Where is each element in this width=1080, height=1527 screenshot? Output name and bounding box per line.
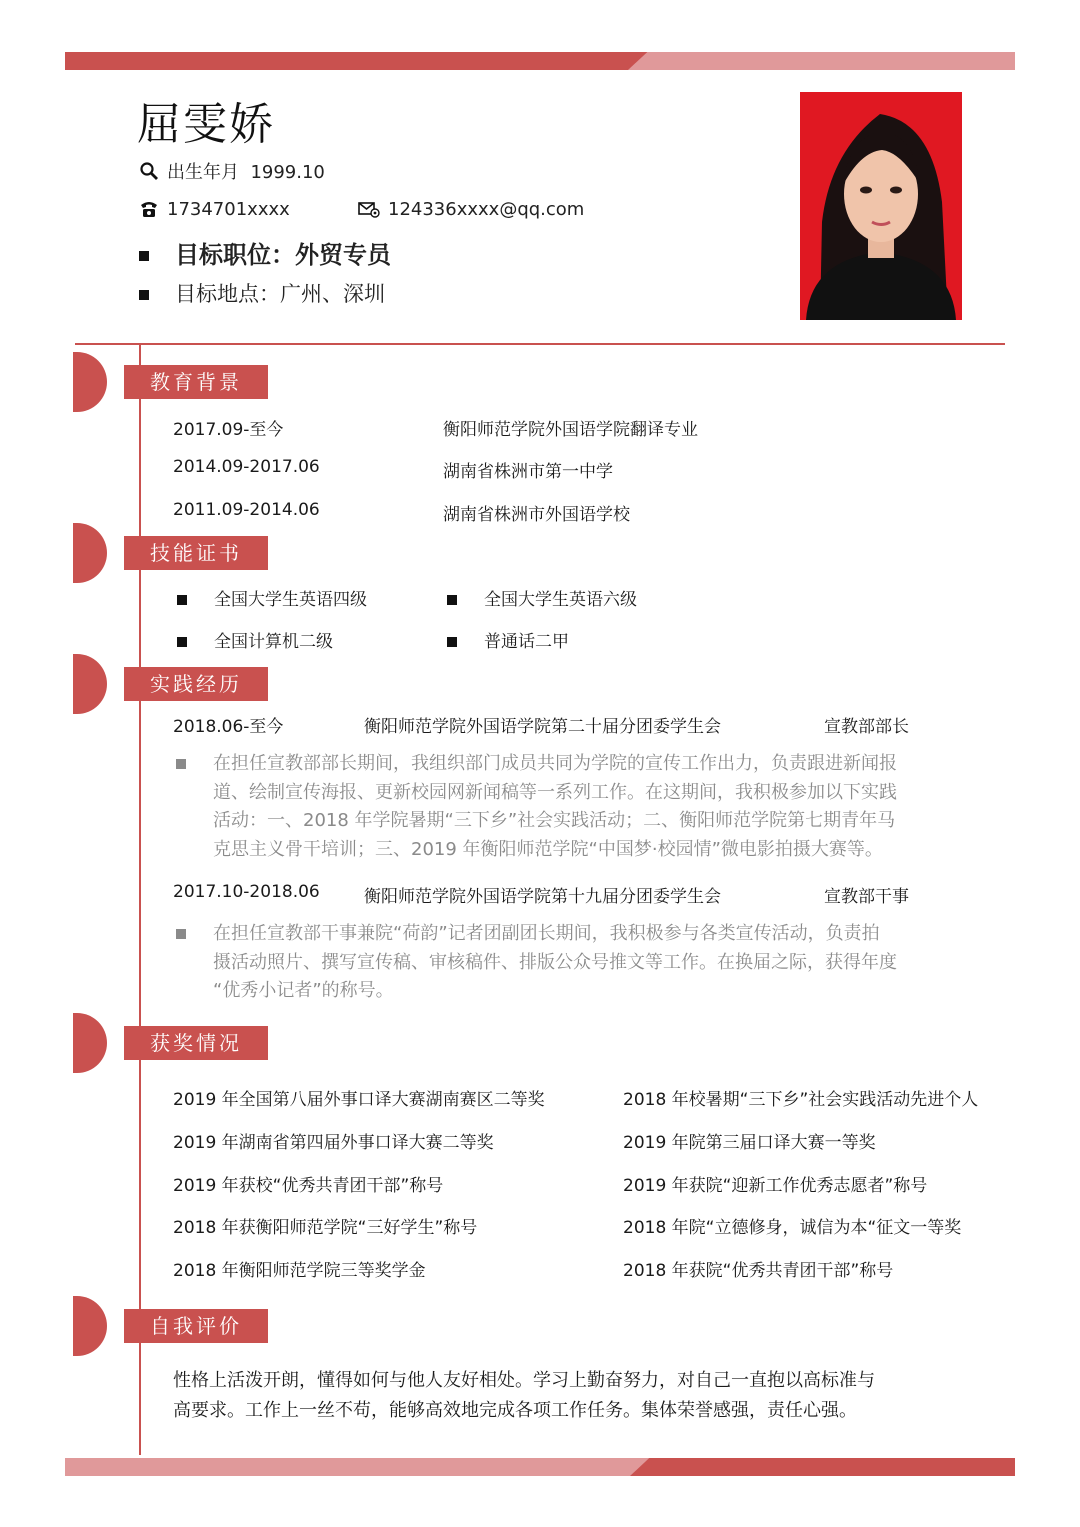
bullet-icon bbox=[139, 251, 149, 261]
birth-value: 1999.10 bbox=[250, 162, 325, 183]
section-marker bbox=[73, 654, 107, 714]
skill-item: 全国大学生英语四级 bbox=[177, 585, 367, 610]
practice-role-2: 宣教部干事 bbox=[824, 887, 909, 907]
section-marker bbox=[73, 352, 107, 412]
email-icon bbox=[358, 200, 380, 218]
edu-period-3: 2011.09-2014.06 bbox=[173, 500, 320, 520]
header-divider bbox=[75, 343, 1005, 345]
bullet-icon bbox=[177, 637, 187, 647]
skill-item: 全国计算机二级 bbox=[177, 627, 333, 652]
section-title-education: 教育背景 bbox=[124, 365, 268, 399]
section-marker bbox=[73, 1296, 107, 1356]
edu-school-1: 衡阳师范学院外国语学院翻译专业 bbox=[443, 420, 698, 440]
section-title-practice: 实践经历 bbox=[124, 667, 268, 701]
birth-row bbox=[139, 158, 325, 184]
target-position: 目标职位：外贸专员 bbox=[139, 235, 391, 270]
practice-role-1: 宣教部部长 bbox=[824, 717, 909, 737]
skill-item: 全国大学生英语六级 bbox=[447, 585, 637, 610]
award-item: 2019 年获校“优秀共青团干部”称号 bbox=[173, 1176, 444, 1196]
bullet-icon bbox=[139, 290, 149, 300]
award-item: 2018 年衡阳师范学院三等奖学金 bbox=[173, 1261, 426, 1281]
section-marker bbox=[73, 1013, 107, 1073]
edu-period-1: 2017.09-至今 bbox=[173, 420, 284, 440]
skill-item: 普通话二甲 bbox=[447, 627, 569, 652]
phone-icon bbox=[139, 200, 159, 218]
practice-org-2: 衡阳师范学院外国语学院第十九届分团委学生会 bbox=[364, 887, 721, 907]
timeline-line bbox=[139, 343, 141, 1455]
award-item: 2018 年院“立德修身，诚信为本“征文一等奖 bbox=[623, 1218, 962, 1238]
profile-photo bbox=[800, 92, 962, 320]
edu-school-2: 湖南省株洲市第一中学 bbox=[443, 462, 613, 482]
award-item: 2019 年院第三届口译大赛一等奖 bbox=[623, 1133, 876, 1153]
phone-number: 1734701xxxx bbox=[167, 199, 290, 220]
edu-school-3: 湖南省株洲市外国语学校 bbox=[443, 505, 630, 525]
target-location: 目标地点：广州、深圳 bbox=[139, 278, 385, 308]
phone-row bbox=[139, 199, 290, 220]
section-title-skills: 技能证书 bbox=[124, 536, 268, 570]
section-title-self: 自我评价 bbox=[124, 1309, 268, 1343]
bullet-icon bbox=[176, 929, 186, 939]
award-item: 2019 年获院“迎新工作优秀志愿者”称号 bbox=[623, 1176, 928, 1196]
section-title-awards: 获奖情况 bbox=[124, 1026, 268, 1060]
email-row bbox=[358, 199, 584, 220]
section-marker bbox=[73, 523, 107, 583]
bullet-icon bbox=[176, 759, 186, 769]
birth-label: 出生年月 bbox=[167, 162, 239, 183]
award-item: 2018 年校暑期“三下乡”社会实践活动先进个人 bbox=[623, 1090, 979, 1110]
bullet-icon bbox=[447, 637, 457, 647]
bullet-icon bbox=[177, 595, 187, 605]
candidate-name: 屈雯娇 bbox=[137, 99, 275, 150]
email-address: 124336xxxx@qq.com bbox=[388, 199, 585, 220]
award-item: 2018 年获院“优秀共青团干部”称号 bbox=[623, 1261, 894, 1281]
award-item: 2018 年获衡阳师范学院“三好学生”称号 bbox=[173, 1218, 478, 1238]
practice-org-1: 衡阳师范学院外国语学院第二十届分团委学生会 bbox=[364, 717, 721, 737]
self-eval-text: 性格上活泼开朗，懂得如何与他人友好相处。学习上勤奋努力，对自己一直抱以高标准与 高要求。工作上一丝不苟，能够高效地完成各项工作任务。集体荣誉感强，责任心强。 bbox=[173, 1370, 875, 1421]
award-item: 2019 年湖南省第四届外事口译大赛二等奖 bbox=[173, 1133, 494, 1153]
practice-period-1: 2018.06-至今 bbox=[173, 717, 284, 737]
edu-period-2: 2014.09-2017.06 bbox=[173, 457, 320, 477]
search-icon bbox=[139, 161, 159, 181]
practice-desc-1: 在担任宣教部部长期间，我组织部门成员共同为学院的宣传工作出力，负责跟进新闻报 道、绘制宣传海报、更新校园网新闻稿等一系列工作。在这期间，我积极参加以下实践 活动：一、2018 年学院暑期“三下乡”社会实践活动；二、衡阳师范学院第七期青年马 克思主义骨干培训；三、2019 年衡阳师范学院“中国梦·校园情”微电影拍摄大赛等。 bbox=[213, 753, 897, 860]
practice-period-2: 2017.10-2018.06 bbox=[173, 882, 320, 902]
practice-desc-2: 在担任宣教部干事兼院“荷韵”记者团副团长期间，我积极参与各类宣传活动，负责拍 摄活动照片、撰写宣传稿、审核稿件、排版公众号推文等工作。在换届之际，获得年度 “优秀小记者”的称号。 bbox=[213, 923, 897, 1001]
bullet-icon bbox=[447, 595, 457, 605]
award-item: 2019 年全国第八届外事口译大赛湖南赛区二等奖 bbox=[173, 1090, 545, 1110]
